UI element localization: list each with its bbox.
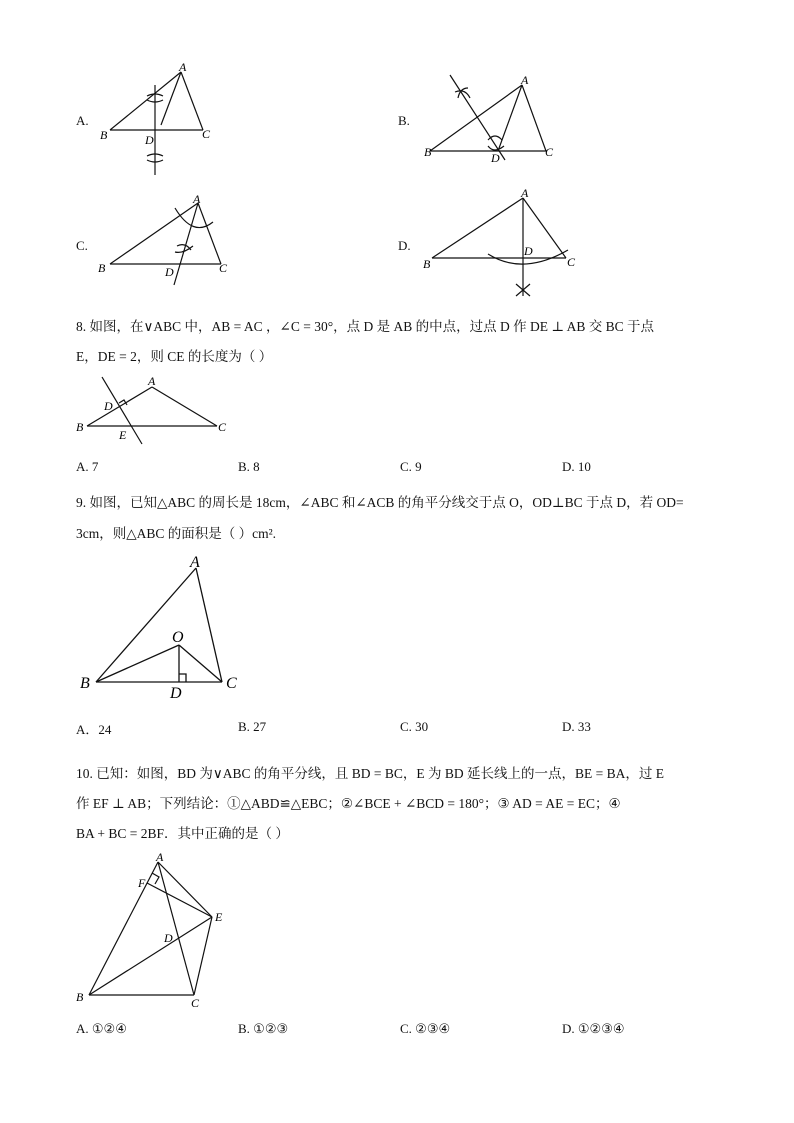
q7d-label-a: A [521,186,529,200]
q8-stem-line1: 8. 如图，在∨ABC 中，AB = AC ，∠C = 30°，点 D 是 AB 的中点，过点 D 作 DE ⊥ AB 交 BC 于点 [76,319,655,334]
q7-option-c-figure [95,190,245,285]
q9-choice-a: A．24 [76,722,112,737]
q7b-label-a: A [521,73,529,87]
q10-choice-b: B. ①②③ [238,1021,289,1036]
q7c-label-b: B [98,261,106,275]
q7-option-a-key: A. [76,113,89,128]
q9-stem-line2: 3cm，则△ABC 的面积是（ ）cm². [76,526,277,541]
q10-choice-c: C. ②③④ [400,1021,451,1036]
q9-label-d: D [170,685,182,702]
q10-stem-line3: BA + BC = 2BF．其中正确的是（ ） [76,826,289,841]
q8-label-d: D [104,399,113,413]
q9-label-o: O [172,629,184,646]
q9-choice-c: C. 30 [400,719,429,734]
q10-stem-line1: 10. 已知：如图，BD 为∨ABC 的角平分线，且 BD = BC，E 为 BD 延长线上的一点，BE = BA，过 E [76,766,665,781]
q10-label-d: D [164,931,173,945]
q7-option-c-key: C. [76,238,88,253]
q8-choice-c: C. 9 [400,459,422,474]
q7-option-d-key: D. [398,238,411,253]
q10-stem-line2: 作 EF ⊥ AB；下列结论：①△ABD≌△EBC；②∠BCE + ∠BCD = 180°；③ AD = AE = EC；④ [76,796,621,811]
q9-choice-d: D. 33 [562,719,591,734]
q7b-label-c: C [545,145,554,159]
q8-label-b: B [76,420,84,434]
q10-figure [72,845,242,1015]
q7a-label-a: A [179,60,187,74]
q7a-label-b: B [100,128,108,142]
q10-label-e: E [215,910,223,924]
q9-figure [76,552,256,702]
q8-label-a: A [148,374,156,388]
q10-label-f: F [138,876,146,890]
q7a-label-c: C [202,127,211,141]
q9-choice-b: B. 27 [238,719,267,734]
q7d-label-c: C [567,255,576,269]
q8-figure [72,370,242,455]
q9-label-b: B [80,675,90,692]
q8-label-c: C [218,420,227,434]
q7c-label-c: C [219,261,228,275]
q7d-label-d: D [524,244,533,258]
q7b-label-b: B [424,145,432,159]
q7c-label-d: D [165,265,174,279]
q7-option-b-key: B. [398,113,410,128]
q10-label-a: A [156,850,164,864]
q8-choice-d: D. 10 [562,459,591,474]
q7-option-b-figure [420,70,570,170]
q7-option-d-figure [420,188,585,303]
q9-label-c: C [226,675,237,692]
q8-choice-b: B. 8 [238,459,260,474]
q10-label-c: C [191,996,200,1010]
q7d-label-b: B [423,257,431,271]
q10-label-b: B [76,990,84,1004]
q9-label-a: A [190,554,200,571]
q7-option-a-figure [95,60,225,185]
q10-choice-d: D. ①②③④ [562,1021,625,1036]
q8-stem-line2: E，DE = 2，则 CE 的长度为（ ） [76,349,273,364]
q7a-label-d: D [145,133,154,147]
q7b-label-d: D [491,151,500,165]
q8-label-e: E [119,428,127,442]
q7c-label-a: A [193,192,201,206]
q9-stem-line1: 9. 如图，已知△ABC 的周长是 18cm，∠ABC 和∠ACB 的角平分线交于点 O，OD⊥BC 于点 D，若 OD= [76,495,684,510]
q8-choice-a: A. 7 [76,459,99,474]
q10-choice-a: A. ①②④ [76,1021,127,1036]
